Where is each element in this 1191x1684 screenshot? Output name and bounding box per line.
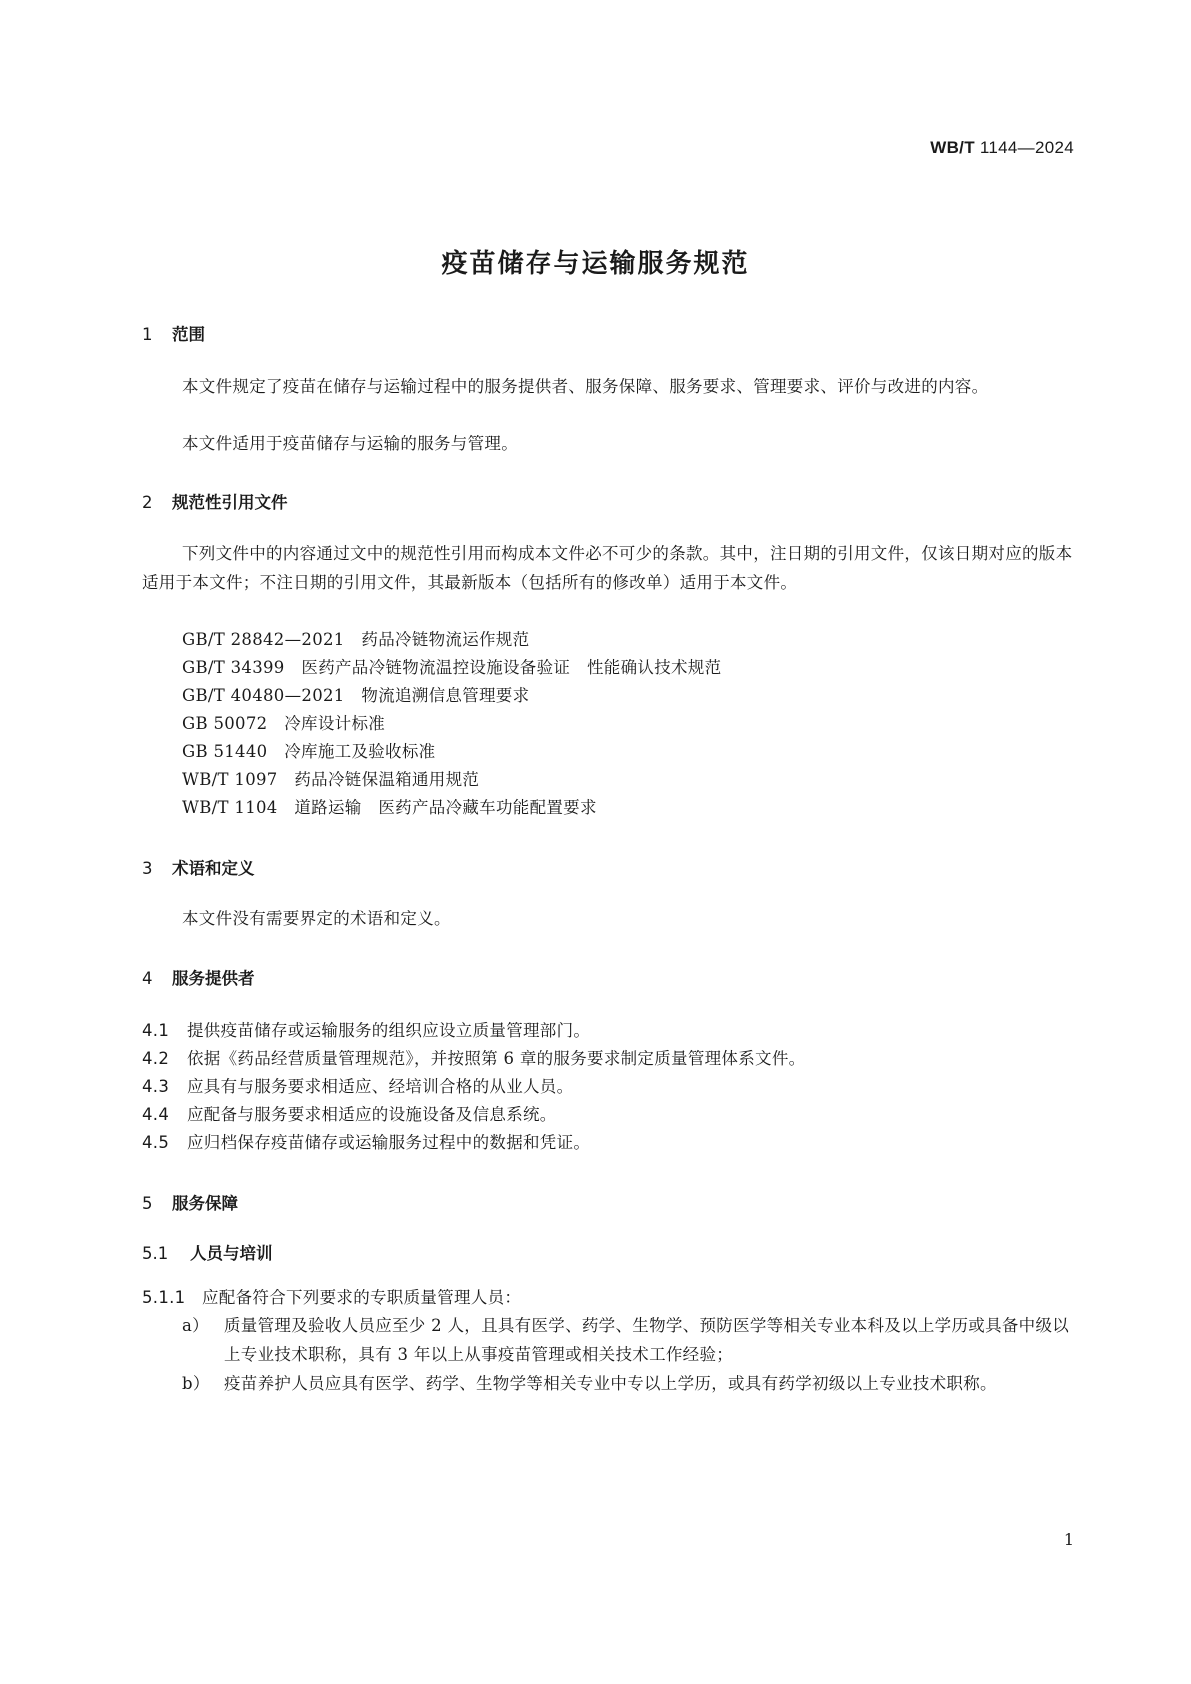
section-3-title: 术语和定义 xyxy=(172,859,255,878)
section-2-number: 2 xyxy=(142,493,153,512)
section-5-1-title: 人员与培训 xyxy=(190,1244,273,1263)
clause-text: 应配备与服务要求相适应的设施设备及信息系统。 xyxy=(187,1105,557,1124)
reference-item: GB/T 28842—2021 药品冷链物流运作规范 xyxy=(182,630,530,649)
document-title: 疫苗储存与运输服务规范 xyxy=(441,249,750,279)
section-1-paragraph-1: 本文件规定了疫苗在储存与运输过程中的服务提供者、服务保障、服务要求、管理要求、评价与改进的内容。 xyxy=(182,377,989,396)
section-2-paragraph-1: 下列文件中的内容通过文中的规范性引用而构成本文件必不可少的条款。其中，注日期的引用文件，仅该日期对应的版本适用于本文件；不注日期的引用文件，其最新版本（包括所有的修改单）适用于本文件。 xyxy=(142,544,1073,592)
standard-code xyxy=(930,138,1074,158)
page-number: 1 xyxy=(1063,1530,1074,1549)
section-2-heading xyxy=(142,489,288,513)
clause-text: 提供疫苗储存或运输服务的组织应设立质量管理部门。 xyxy=(187,1021,591,1040)
reference-item: GB/T 34399 医药产品冷链物流温控设施设备验证 性能确认技术规范 xyxy=(182,658,722,677)
clause-number: 4.1 xyxy=(142,1021,170,1040)
section-3-paragraph-1: 本文件没有需要界定的术语和定义。 xyxy=(182,909,451,928)
section-1-number: 1 xyxy=(142,325,153,344)
clause-number: 4.5 xyxy=(142,1133,170,1152)
clause-4-1 xyxy=(142,1016,590,1045)
section-3-heading xyxy=(142,855,255,879)
clause-number: 5.1.1 xyxy=(142,1288,186,1307)
section-5-title: 服务保障 xyxy=(172,1194,238,1213)
section-1-title: 范围 xyxy=(172,325,205,344)
list-item-a xyxy=(182,1311,1077,1369)
section-4-heading xyxy=(142,965,255,989)
section-4-number: 4 xyxy=(142,969,153,988)
list-marker: b） xyxy=(182,1374,210,1393)
clause-text: 应配备符合下列要求的专职质量管理人员： xyxy=(202,1288,522,1307)
section-1-heading xyxy=(142,321,205,345)
list-marker: a） xyxy=(182,1316,209,1335)
reference-item: GB 50072 冷库设计标准 xyxy=(182,714,386,733)
list-item-text: 疫苗养护人员应具有医学、药学、生物学等相关专业中专以上学历，或具有药学初级以上专业技术职称。 xyxy=(224,1374,997,1393)
section-5-1-heading xyxy=(142,1240,273,1264)
section-5-1-number: 5.1 xyxy=(142,1244,169,1263)
clause-number: 4.3 xyxy=(142,1077,170,1096)
reference-item: GB/T 40480—2021 物流追溯信息管理要求 xyxy=(182,686,530,705)
section-3-number: 3 xyxy=(142,859,153,878)
clause-text: 依据《药品经营质量管理规范》，并按照第 6 章的服务要求制定质量管理体系文件。 xyxy=(187,1049,806,1068)
section-5-heading xyxy=(142,1190,238,1214)
reference-item: GB 51440 冷库施工及验收标准 xyxy=(182,742,436,761)
clause-number: 4.4 xyxy=(142,1105,170,1124)
section-4-title: 服务提供者 xyxy=(172,969,255,988)
reference-item: WB/T 1097 药品冷链保温箱通用规范 xyxy=(182,770,480,789)
clause-4-2 xyxy=(142,1044,805,1073)
clause-4-4 xyxy=(142,1100,557,1129)
section-1-paragraph-2: 本文件适用于疫苗储存与运输的服务与管理。 xyxy=(182,434,518,453)
standard-code-number: 1144—2024 xyxy=(979,138,1074,157)
reference-item: WB/T 1104 道路运输 医药产品冷藏车功能配置要求 xyxy=(182,798,597,817)
clause-4-5 xyxy=(142,1128,590,1157)
standard-code-prefix: WB/T xyxy=(930,138,975,157)
clause-4-3 xyxy=(142,1072,573,1101)
list-item-b xyxy=(182,1369,1077,1398)
clause-text: 应归档保存疫苗储存或运输服务过程中的数据和凭证。 xyxy=(187,1133,591,1152)
section-5-number: 5 xyxy=(142,1194,153,1213)
list-item-text: 质量管理及验收人员应至少 2 人，且具有医学、药学、生物学、预防医学等相关专业本科及以上学历或具备中级以上专业技术职称，具有 3 年以上从事疫苗管理或相关技术工作经验； xyxy=(224,1316,1070,1364)
clause-5-1-1 xyxy=(142,1283,521,1312)
clause-text: 应具有与服务要求相适应、经培训合格的从业人员。 xyxy=(187,1077,574,1096)
clause-number: 4.2 xyxy=(142,1049,170,1068)
section-2-title: 规范性引用文件 xyxy=(172,493,288,512)
